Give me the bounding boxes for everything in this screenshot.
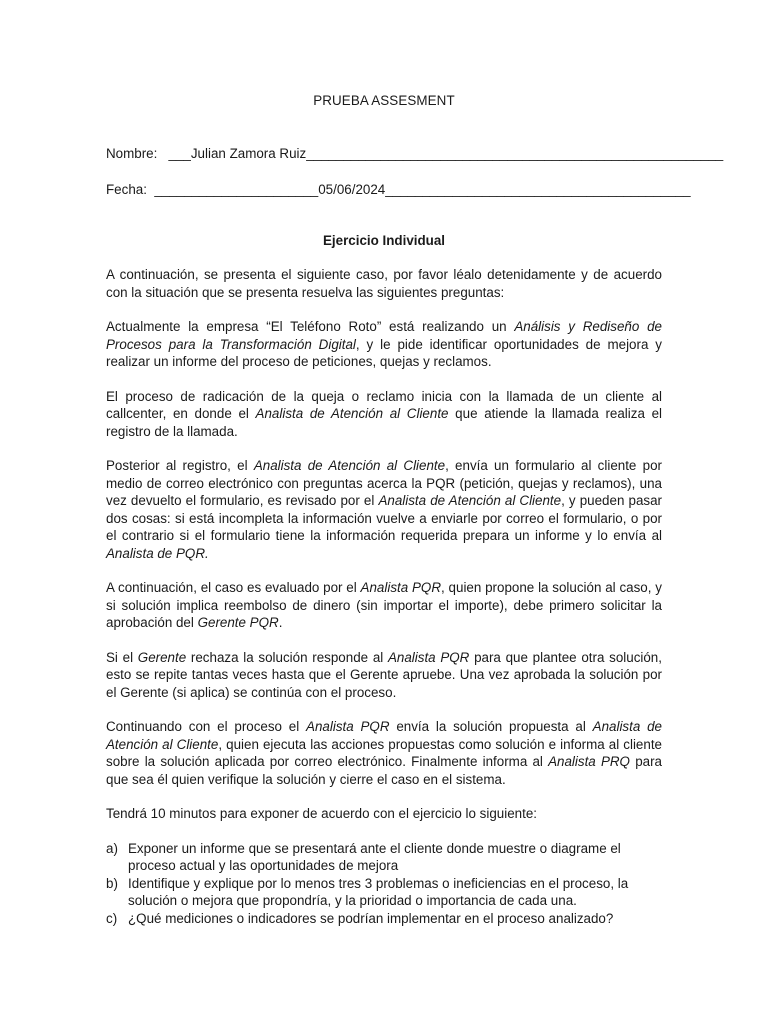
text-run: para que sea él quien verifique la solución y cierre el caso en el sistema. — [106, 754, 662, 787]
section-heading: Ejercicio Individual — [322, 233, 446, 248]
text-run: Continuando con el proceso el — [106, 719, 307, 734]
list-item — [106, 910, 662, 928]
nombre-field — [106, 145, 723, 163]
text-run: rechaza la solución responde al — [186, 649, 388, 665]
text-run: El proceso de radicación de la queja o reclamo inicia con la llamada de un cliente al callcenter, en donde el — [106, 388, 662, 421]
list-item — [106, 840, 662, 875]
emphasis-text: Analista PRQ — [548, 754, 630, 769]
paragraph-context — [106, 318, 662, 371]
emphasis-text: Analista de Atención al Cliente — [378, 493, 562, 508]
list-item-text: ¿Qué mediciones o indicadores se podrían implementar en el proceso analizado? — [128, 910, 614, 926]
text-run: , y le pide identificar oportunidades de mejora y realizar un informe del proceso de peticiones, quejas y reclamos. — [106, 336, 662, 369]
emphasis-text: Analista PQR — [387, 649, 470, 665]
document-body — [106, 266, 662, 927]
text-run: , quien ejecuta las acciones propuestas como solución e informa al cliente sobre la solución aplicada por correo electrónico. Finalmente informa al — [106, 736, 662, 769]
fecha-label: Fecha: — [106, 182, 147, 197]
fecha-field — [106, 181, 691, 199]
emphasis-text: Analista PQR — [306, 719, 390, 734]
text-run: , envía un formulario al cliente por medio de correo electrónico con preguntas acerca la PQR (petición, quejas y reclamos), una vez devuelto el formulario, es revisado por el — [106, 458, 662, 508]
paragraph-evaluacion — [106, 579, 662, 632]
list-marker: a) — [106, 840, 118, 856]
paragraph-intro: A continuación, se presenta el siguiente caso, por favor léalo detenidamente y de acuerdo con la situación que se presenta resuelva las siguientes preguntas: — [106, 267, 662, 300]
text-run: Posterior al registro, el — [106, 458, 254, 473]
text-run: envía la solución propuesta al — [389, 719, 593, 734]
paragraph-continuacion — [106, 718, 662, 788]
text-run: , quien propone la solución al caso, y si solución implica reembolso de dinero (sin importar el importe), debe primero solicitar la aprobación del — [106, 580, 662, 630]
text-run: , y pueden pasar dos cosas: si está incompleta la información vuelve a enviarle por correo el formulario, o por el contrario si el formulario tiene la información requerida prepara un informe y lo envía al — [106, 493, 662, 543]
list-item — [106, 875, 662, 910]
paragraph-gerente — [106, 649, 662, 702]
list-item-text: Identifique y explique por lo menos tres 3 problemas o ineficiencias en el proceso, la solución o mejora que propondría, y la prioridad o importancia de cada una. — [128, 875, 629, 908]
text-run: . — [278, 615, 283, 630]
emphasis-text: Analista de Atención al Cliente — [253, 458, 446, 473]
list-item-text: Exponer un informe que se presentará ante el cliente donde muestre o diagrame el proceso actual y las oportunidades de mejora — [128, 840, 621, 873]
paragraph-instrucciones: Tendrá 10 minutos para exponer de acuerdo con el ejercicio lo siguiente: — [106, 806, 537, 821]
paragraph-radicacion — [106, 388, 662, 441]
nombre-value: ___Julian Zamora Ruiz________________________________________________________ — [157, 146, 724, 161]
document-title: PRUEBA ASSESMENT — [313, 93, 455, 108]
text-run: Si el — [106, 649, 138, 665]
paragraph-registro — [106, 457, 662, 562]
nombre-label: Nombre: — [106, 146, 158, 161]
emphasis-text: Gerente PQR — [197, 615, 279, 630]
text-run: para que plantee otra solución, esto se repite tantas veces hasta que el Gerente apruebe. Una vez aprobada la solución por el Gerente (si aplica) se continúa con el proceso. — [106, 649, 662, 700]
fecha-value: ______________________05/06/2024_________________________________________ — [146, 182, 691, 197]
emphasis-text: Analista PQR — [360, 580, 442, 595]
list-marker: c) — [106, 910, 118, 926]
list-marker: b) — [106, 875, 118, 891]
emphasis-text: Gerente — [137, 649, 187, 665]
text-run: Actualmente la empresa “El Teléfono Roto” está realizando un — [106, 319, 515, 334]
text-run: A continuación, el caso es evaluado por el — [106, 580, 361, 595]
text-run: que atiende la llamada realiza el registro de la llamada. — [106, 406, 662, 439]
task-list — [106, 840, 662, 928]
emphasis-text: Analista de PQR. — [106, 545, 209, 561]
emphasis-text: Analista de Atención al Cliente — [255, 406, 449, 421]
emphasis-text: Analista de Atención al Cliente — [106, 719, 662, 752]
emphasis-text: Análisis y Rediseño de Procesos para la Transformación Digital — [106, 319, 662, 352]
